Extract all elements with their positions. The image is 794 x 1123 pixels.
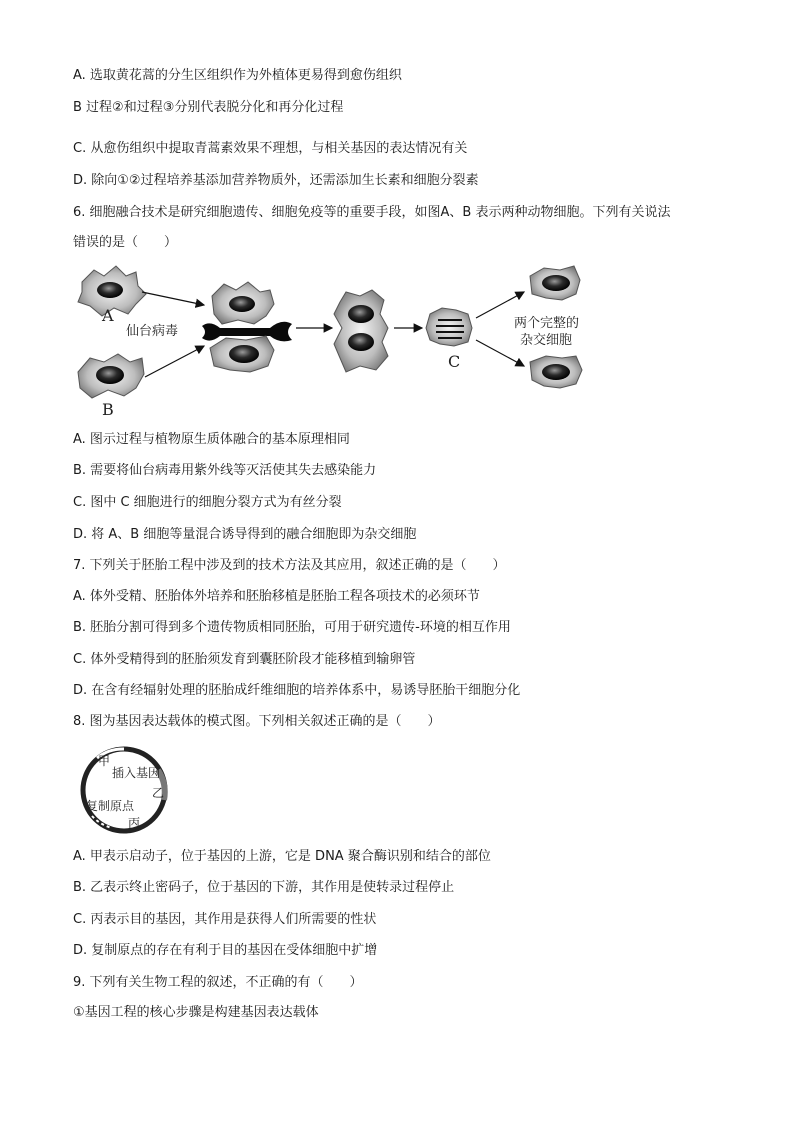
plasmid-svg <box>72 744 182 836</box>
label-yi: 乙 <box>152 786 165 800</box>
label-cell-b: B <box>102 400 114 419</box>
q6-option-a: A. 图示过程与植物原生质体融合的基本原理相同 <box>73 432 350 447</box>
q7-option-b: B. 胚胎分割可得到多个遗传物质相同胚胎，可用于研究遗传-环境的相互作用 <box>73 620 511 635</box>
hybrid-cell-bottom <box>530 356 582 388</box>
q7-option-a: A. 体外受精、胚胎体外培养和胚胎移植是胚胎工程各项技术的必须环节 <box>73 589 480 604</box>
label-bing: 丙 <box>128 816 141 830</box>
label-cell-c: C <box>448 352 461 371</box>
q6-option-d: D. 将 A、B 细胞等量混合诱导得到的融合细胞即为杂交细胞 <box>73 527 417 542</box>
q5-option-b: B 过程②和过程③分别代表脱分化和再分化过程 <box>73 100 344 115</box>
label-hybrid-line2: 杂交细胞 <box>520 333 573 348</box>
cell-b <box>78 354 144 398</box>
expression-vector-diagram <box>72 744 182 836</box>
q8-stem: 8. 图为基因表达载体的模式图。下列相关叙述正确的是（ ） <box>73 714 441 729</box>
q6-stem-line2: 错误的是（ ） <box>73 235 178 250</box>
cell-a-attached <box>212 282 274 324</box>
q5-option-d: D. 除向①②过程培养基添加营养物质外，还需添加生长素和细胞分裂素 <box>73 173 479 188</box>
q5-option-c: C. 从愈伤组织中提取青蒿素效果不理想，与相关基因的表达情况有关 <box>73 141 468 156</box>
q6-option-b: B. 需要将仙台病毒用紫外线等灭活使其失去感染能力 <box>73 463 377 478</box>
q9-item-1: ①基因工程的核心步骤是构建基因表达载体 <box>73 1005 319 1020</box>
q8-option-d: D. 复制原点的存在有利于目的基因在受体细胞中扩增 <box>73 943 378 958</box>
label-cell-a: A <box>102 306 114 325</box>
q5-option-a: A. 选取黄花蒿的分生区组织作为外植体更易得到愈伤组织 <box>73 68 402 83</box>
q7-stem: 7. 下列关于胚胎工程中涉及到的技术方法及其应用，叙述正确的是（ ） <box>73 558 506 573</box>
q9-stem: 9. 下列有关生物工程的叙述，不正确的有（ ） <box>73 975 363 990</box>
arrow-to-hybrid-bottom <box>476 340 524 366</box>
arrow-a-to-attach <box>142 292 204 305</box>
sendai-virus-shape <box>202 322 292 342</box>
q7-option-c: C. 体外受精得到的胚胎须发育到囊胚阶段才能移植到输卵管 <box>73 652 416 667</box>
fused-cell <box>334 290 388 372</box>
arrow-b-to-attach <box>145 346 204 377</box>
cell-c <box>426 308 472 346</box>
q8-option-b: B. 乙表示终止密码子，位于基因的下游，其作用是使转录过程停止 <box>73 880 455 895</box>
label-ori: 复制原点 <box>86 799 135 813</box>
q6-stem-line1: 6. 细胞融合技术是研究细胞遗传、细胞免疫等的重要手段，如图A、B 表示两种动物细胞。下列有关说法 <box>73 205 671 220</box>
cell-b-attached <box>210 336 274 372</box>
label-jia: 甲 <box>98 754 111 768</box>
label-insert-gene: 插入基因 <box>112 766 161 780</box>
label-hybrid-line1: 两个完整的 <box>514 316 580 331</box>
label-sendai-virus: 仙台病毒 <box>126 324 179 339</box>
q6-option-c: C. 图中 C 细胞进行的细胞分裂方式为有丝分裂 <box>73 495 342 510</box>
q8-option-c: C. 丙表示目的基因，其作用是获得人们所需要的性状 <box>73 912 377 927</box>
q8-option-a: A. 甲表示启动子，位于基因的上游，它是 DNA 聚合酶识别和结合的部位 <box>73 849 491 864</box>
cell-fusion-diagram <box>70 262 630 420</box>
hybrid-cell-top <box>530 266 580 300</box>
q7-option-d: D. 在含有经辐射处理的胚胎成纤维细胞的培养体系中，易诱导胚胎干细胞分化 <box>73 683 521 698</box>
